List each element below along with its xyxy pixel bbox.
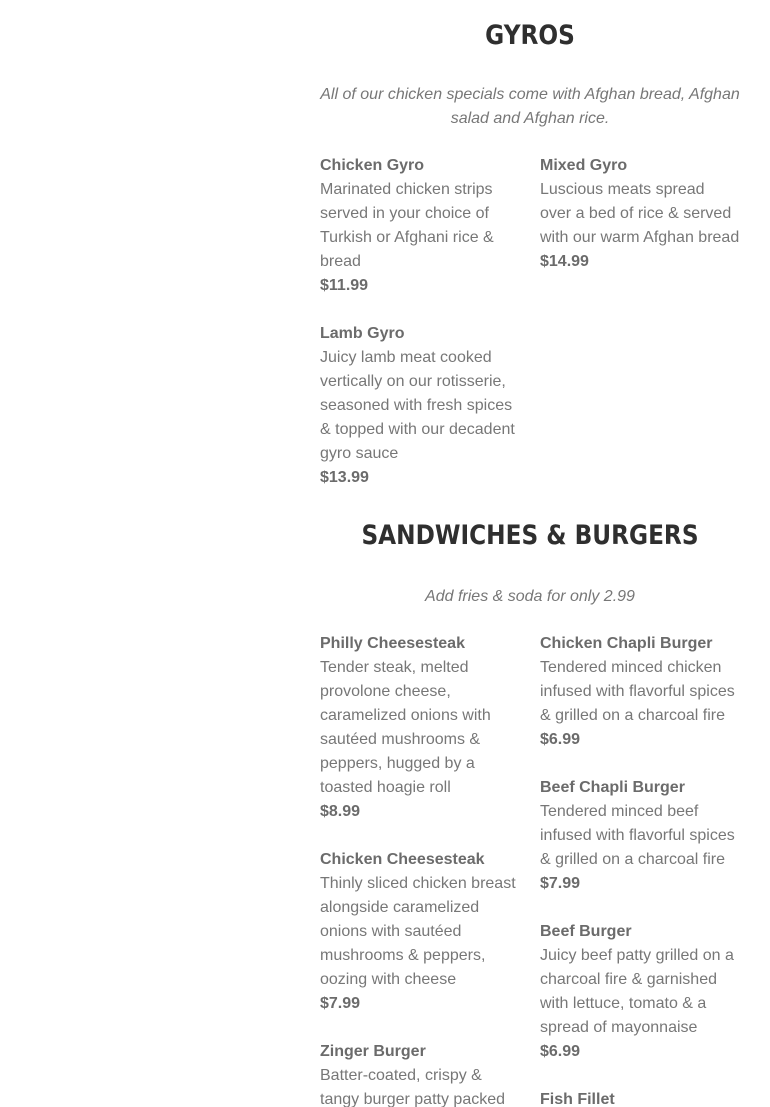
item-description: Luscious meats spread over a bed of rice & served with our warm Afghan bread xyxy=(540,181,740,246)
item-name: Mixed Gyro xyxy=(540,157,628,174)
sandwiches-items xyxy=(320,632,740,1107)
section-note-sandwiches-burgers: Add fries & soda for only 2.99 xyxy=(425,588,635,605)
gyros-items xyxy=(320,154,740,514)
item-price: $6.99 xyxy=(540,731,581,748)
menu-item-chicken-cheesesteak xyxy=(320,848,520,1016)
item-name: Philly Cheesesteak xyxy=(320,635,465,652)
sandwiches-burgers-section xyxy=(320,520,740,1107)
item-name: Beef Burger xyxy=(540,923,632,940)
gyros-section xyxy=(320,20,740,514)
menu-item-lamb-gyro xyxy=(320,322,520,490)
item-name: Beef Chapli Burger xyxy=(540,779,685,796)
item-name: Lamb Gyro xyxy=(320,325,405,342)
item-description: Juicy beef patty grilled on a charcoal fire & garnished with lettuce, tomato & a spread of mayonnaise xyxy=(540,947,734,1036)
section-note-gyros: All of our chicken specials come with Afghan bread, Afghan salad and Afghan rice. xyxy=(320,86,740,127)
section-title-gyros: GYROS xyxy=(485,20,575,51)
item-price: $7.99 xyxy=(540,875,581,892)
sandwiches-right-column xyxy=(540,632,740,1107)
gyros-right-column xyxy=(540,154,740,514)
item-price: $14.99 xyxy=(540,253,589,270)
gyros-left-column xyxy=(320,154,520,514)
menu-item-philly-cheesesteak xyxy=(320,632,520,824)
item-price: $8.99 xyxy=(320,803,361,820)
item-name: Chicken Gyro xyxy=(320,157,425,174)
item-price: $13.99 xyxy=(320,469,369,486)
item-description: Thinly sliced chicken breast alongside caramelized onions with sautéed mushrooms & peppers, oozing with cheese xyxy=(320,875,516,988)
menu-item-beef-chapli-burger xyxy=(540,776,740,896)
item-description: Marinated chicken strips served in your choice of Turkish or Afghani rice & bread xyxy=(320,181,494,270)
menu-item-fish-fillet xyxy=(540,1088,740,1107)
item-description: Tendered minced chicken infused with flavorful spices & grilled on a charcoal fire xyxy=(540,659,735,724)
menu-item-mixed-gyro xyxy=(540,154,740,274)
item-description: Tendered minced beef infused with flavorful spices & grilled on a charcoal fire xyxy=(540,803,735,868)
section-title-sandwiches-burgers: SANDWICHES & BURGERS xyxy=(361,520,699,551)
menu-content xyxy=(320,0,740,1107)
menu-item-zinger-burger xyxy=(320,1040,520,1107)
menu-item-chicken-chapli-burger xyxy=(540,632,740,752)
item-name: Chicken Chapli Burger xyxy=(540,635,713,652)
item-name: Zinger Burger xyxy=(320,1043,426,1060)
item-name: Chicken Cheesesteak xyxy=(320,851,485,868)
sandwiches-left-column xyxy=(320,632,520,1107)
item-description: Juicy lamb meat cooked vertically on our rotisserie, seasoned with fresh spices & topped with our decadent gyro sauce xyxy=(320,349,515,462)
menu-item-beef-burger xyxy=(540,920,740,1064)
item-price: $11.99 xyxy=(320,277,369,294)
item-name: Fish Fillet xyxy=(540,1091,615,1107)
item-description: Tender steak, melted provolone cheese, caramelized onions with sautéed mushrooms & peppers, hugged by a toasted hoagie roll xyxy=(320,659,491,796)
item-price: $7.99 xyxy=(320,995,361,1012)
menu-item-chicken-gyro xyxy=(320,154,520,298)
item-description: Batter-coated, crispy & tangy burger patty packed xyxy=(320,1067,506,1107)
item-price: $6.99 xyxy=(540,1043,581,1060)
